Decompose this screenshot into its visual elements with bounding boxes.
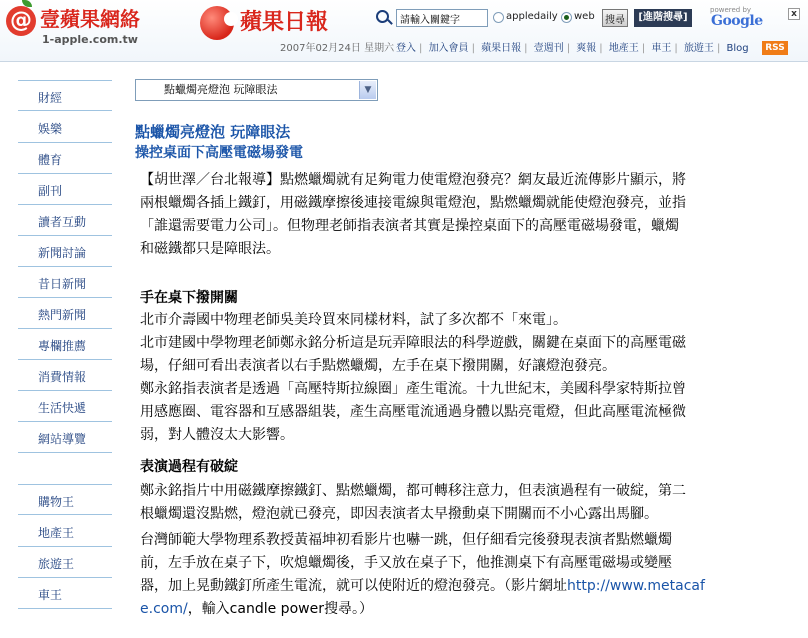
paper-name: 蘋果日報 <box>240 10 329 35</box>
sidebar-item-entertainment[interactable] <box>18 112 112 143</box>
nav-link-login[interactable]: 登入 <box>396 43 416 54</box>
rss-button[interactable]: RSS <box>762 41 788 55</box>
sidebar-item-life-express[interactable] <box>18 391 112 422</box>
nav-separator: | <box>471 43 475 54</box>
chevron-down-icon[interactable]: ▼ <box>359 81 376 99</box>
video-link[interactable]: http://www.metacaf <box>567 578 705 594</box>
article-text-line: 用感應圈、電容器和互感器組裝，產生高壓電流通過身體以點亮電燈，但此高壓電流極微 <box>140 404 686 420</box>
nav-link-join[interactable]: 加入會員 <box>428 43 469 54</box>
sidebar-item-label: 車王 <box>38 588 63 602</box>
nav-separator: | <box>674 43 678 54</box>
article-subheadline: 操控桌面下高壓電磁場發電 <box>135 145 303 161</box>
nav-link-property[interactable]: 地產王 <box>608 43 639 54</box>
article-text-line: 場，仔細可看出表演者以右手點燃蠟燭，左手在桌下撥開關，好讓燈泡發亮。 <box>140 358 616 374</box>
sidebar <box>18 78 112 638</box>
sidebar-item-label: 網站導覽 <box>38 432 87 446</box>
article-text: ，輸入candle power搜尋。） <box>187 601 373 617</box>
sidebar-item-label: 地產王 <box>38 526 75 540</box>
sidebar-item-label: 消費情報 <box>38 370 87 384</box>
nav-link-appledaily[interactable]: 蘋果日報 <box>481 43 522 54</box>
sidebar-item-label: 財經 <box>38 91 63 105</box>
topic-select-value: 點蠟燭亮燈泡 玩障眼法 <box>164 83 278 96</box>
sidebar-item-past-news[interactable] <box>18 267 112 298</box>
nav-link-sharp[interactable]: 爽報 <box>576 43 597 54</box>
article-text-line: 北市介壽國中物理老師吳美玲買來同樣材料，試了多次都不「來電」。 <box>140 312 567 328</box>
article-text-line: 鄭永銘指表演者是透過「高壓特斯拉線圈」產生電流。十九世紀末，美國科學家特斯拉曾 <box>140 381 686 397</box>
advanced-search-button[interactable]: [進階搜尋] <box>634 9 692 27</box>
search-scope-appledaily-radio[interactable] <box>493 12 504 23</box>
nav-separator: | <box>566 43 571 54</box>
sidebar-item-popular-news[interactable] <box>18 298 112 329</box>
article-text-line: 弱，對人體沒太大影響。 <box>140 427 294 443</box>
sidebar-item-site-guide[interactable] <box>18 422 112 453</box>
sidebar-item-label: 熱門新聞 <box>38 308 87 322</box>
sidebar-item-property[interactable] <box>18 516 112 547</box>
article-text-line: 根蠟燭還沒點燃，燈泡就已發亮，即因表演者太早撥動桌下開關而不小心露出馬腳。 <box>140 506 658 522</box>
nav-link-travel[interactable]: 旅遊王 <box>683 43 714 54</box>
sidebar-item-finance[interactable] <box>18 80 112 111</box>
sidebar-item-news-discussion[interactable] <box>18 236 112 267</box>
sidebar-item-consumer-info[interactable] <box>18 360 112 391</box>
sidebar-item-sports[interactable] <box>18 143 112 174</box>
sidebar-item-label: 購物王 <box>38 495 75 509</box>
apple-bite-icon <box>224 12 238 26</box>
topic-select[interactable] <box>135 79 378 101</box>
video-link-continued[interactable]: e.com/ <box>140 601 188 617</box>
article-text-line: 鄭永銘指片中用磁鐵摩擦鐵釘、點燃蠟燭，都可轉移注意力，但表演過程有一破綻，第二 <box>140 483 686 499</box>
sidebar-item-label: 專欄推薦 <box>38 339 87 353</box>
sidebar-item-label: 體育 <box>38 153 63 167</box>
search-icon <box>376 10 389 23</box>
article-text: 器，加上晃動鐵釘所產生電流，就可以使附近的燈泡發亮。（影片網址 <box>140 578 567 594</box>
article-text-line: 台灣師範大學物理系教授黃福坤初看影片也嚇一跳，但仔細看完後發現表演者點燃蠟燭 <box>140 532 672 548</box>
sidebar-item-label: 新聞討論 <box>38 246 87 260</box>
sidebar-item-label: 副刊 <box>38 184 63 198</box>
search-scope-web-label: web <box>574 11 595 22</box>
google-logo: Google <box>711 13 763 29</box>
site-url: 1-apple.com.tw <box>42 33 138 46</box>
sidebar-item-label: 昔日新聞 <box>38 277 87 291</box>
site-header <box>0 0 808 62</box>
nav-separator: | <box>599 43 603 54</box>
sidebar-item-car[interactable] <box>18 578 112 609</box>
nav-separator: | <box>641 43 646 54</box>
nav-links <box>396 42 752 56</box>
sidebar-item-label: 旅遊王 <box>38 557 75 571</box>
sidebar-item-label: 讀者互動 <box>38 215 87 229</box>
article-text-line <box>140 598 770 620</box>
article-text-line <box>140 575 770 597</box>
current-date: 2007年02月24日 星期六 <box>280 43 395 54</box>
apple-logo-icon: @ <box>6 6 36 36</box>
nav-separator: | <box>716 43 721 54</box>
sidebar-item-label: 娛樂 <box>38 122 63 136</box>
article-text-line: 兩根蠟燭各插上鐵釘，用磁鐵摩擦後連接電線與電燈泡，點燃蠟燭就能使燈泡發亮，並指 <box>140 195 686 211</box>
article-text-line: 和磁鐵都只是障眼法。 <box>140 241 280 257</box>
close-icon[interactable]: x <box>788 8 800 20</box>
sidebar-item-supplement[interactable] <box>18 174 112 205</box>
search-input[interactable] <box>396 9 488 27</box>
nav-link-blog[interactable]: Blog <box>726 43 749 54</box>
section-heading: 手在桌下撥開關 <box>140 290 238 306</box>
article-text-line: 北市建國中學物理老師鄭永銘分析這是玩弄障眼法的科學遊戲，關鍵在桌面下的高壓電磁 <box>140 335 686 351</box>
section-heading: 表演過程有破綻 <box>140 459 238 475</box>
sidebar-item-shopping[interactable] <box>18 484 112 515</box>
article-text-line: 「誰還需要電力公司」。但物理老師指表演者其實是操控桌面下的高壓電磁場發電，蠟燭 <box>140 218 679 234</box>
search-scope-web-radio[interactable] <box>561 12 572 23</box>
article-text-line: 【胡世澤／台北報導】點燃蠟燭就有足夠電力使電燈泡發亮？網友最近流傳影片顯示，將 <box>140 172 686 188</box>
site-logo[interactable] <box>6 4 166 56</box>
powered-by-label: powered by <box>710 6 752 14</box>
nav-link-nextmag[interactable]: 壹週刊 <box>533 43 564 54</box>
sidebar-item-reader-interaction[interactable] <box>18 205 112 236</box>
site-name: 壹蘋果網絡 <box>40 7 140 31</box>
nav-link-car[interactable]: 車王 <box>651 43 672 54</box>
article-headline: 點蠟燭亮燈泡 玩障眼法 <box>135 123 291 141</box>
nav-separator: | <box>419 43 423 54</box>
search-button[interactable]: 搜尋 <box>602 9 628 27</box>
top-nav <box>280 42 780 56</box>
sidebar-item-columns[interactable] <box>18 329 112 360</box>
sidebar-item-label: 生活快遞 <box>38 401 87 415</box>
article-text-line: 前，左手放在桌子下，吹熄蠟燭後，手又放在桌子下，他推測桌下有高壓電磁場或變壓 <box>140 555 672 571</box>
sidebar-item-travel[interactable] <box>18 547 112 578</box>
search-scope-appledaily-label: appledaily <box>506 11 558 22</box>
apple-daily-logo[interactable] <box>200 4 360 44</box>
nav-separator: | <box>524 43 528 54</box>
